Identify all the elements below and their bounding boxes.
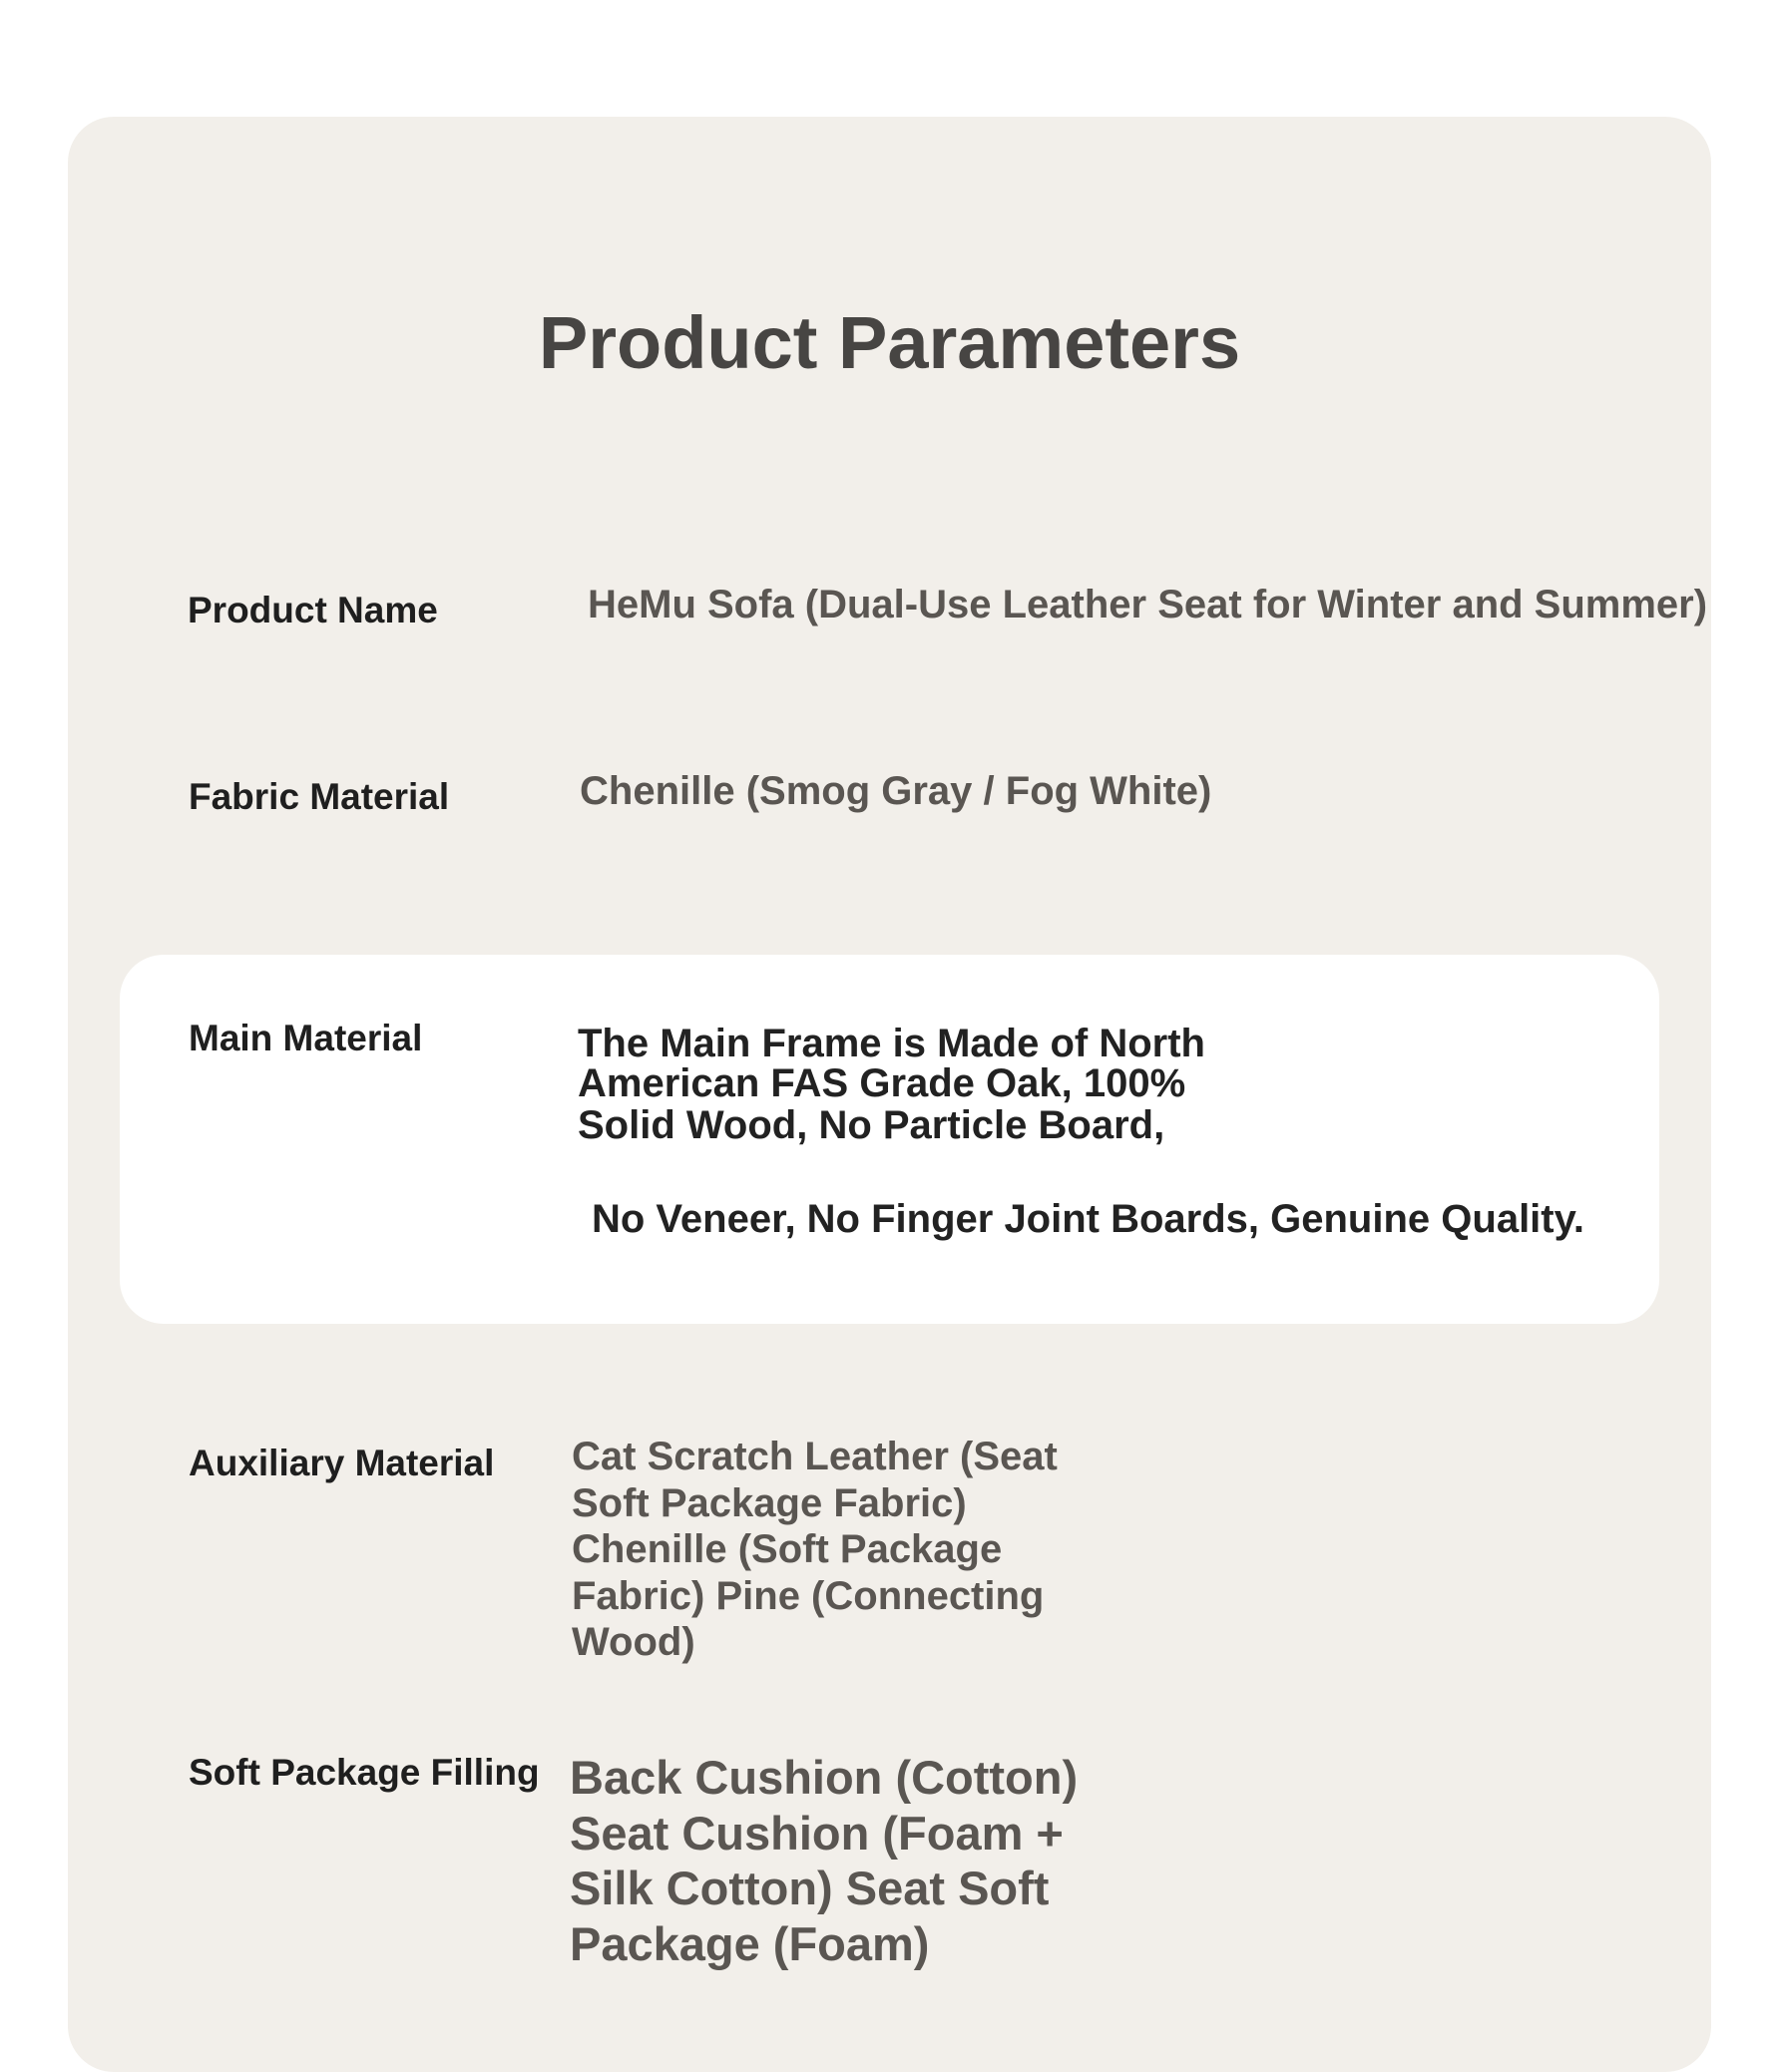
value-line: Cat Scratch Leather (Seat xyxy=(572,1435,1058,1478)
row-value-main-material xyxy=(578,1024,1584,1241)
value-line: Wood) xyxy=(572,1620,695,1664)
row-label-auxiliary-material: Auxiliary Material xyxy=(189,1443,495,1483)
value-line: Chenille (Smog Gray / Fog White) xyxy=(580,769,1212,813)
row-label-fabric-material: Fabric Material xyxy=(189,776,450,817)
value-line: No Veneer, No Finger Joint Boards, Genuine Quality. xyxy=(592,1197,1584,1241)
row-value-product-name xyxy=(588,582,1707,627)
value-line: Back Cushion (Cotton) xyxy=(570,1751,1079,1804)
value-line: Silk Cotton) Seat Soft xyxy=(570,1862,1050,1914)
value-line: The Main Frame is Made of North xyxy=(578,1022,1205,1065)
value-line: Soft Package Fabric) xyxy=(572,1480,967,1525)
page-title: Product Parameters xyxy=(538,301,1241,384)
value-line: Package (Foam) xyxy=(570,1916,930,1970)
row-label-main-material: Main Material xyxy=(189,1018,423,1058)
value-line: Solid Wood, No Particle Board, xyxy=(578,1103,1165,1147)
value-line: Seat Cushion (Foam + xyxy=(570,1806,1064,1860)
row-value-auxiliary-material xyxy=(572,1434,1058,1666)
value-line: Chenille (Soft Package xyxy=(572,1527,1003,1571)
value-line: Fabric) Pine (Connecting xyxy=(572,1573,1045,1618)
row-value-fabric-material xyxy=(580,768,1211,814)
row-value-soft-package-filling xyxy=(570,1750,1078,1971)
value-line: American FAS Grade Oak, 100% xyxy=(578,1061,1186,1105)
value-line: HeMu Sofa (Dual-Use Leather Seat for Winter and Summer) xyxy=(588,583,1708,626)
row-label-soft-package-filling: Soft Package Filling xyxy=(189,1752,540,1793)
row-label-product-name: Product Name xyxy=(188,590,438,630)
